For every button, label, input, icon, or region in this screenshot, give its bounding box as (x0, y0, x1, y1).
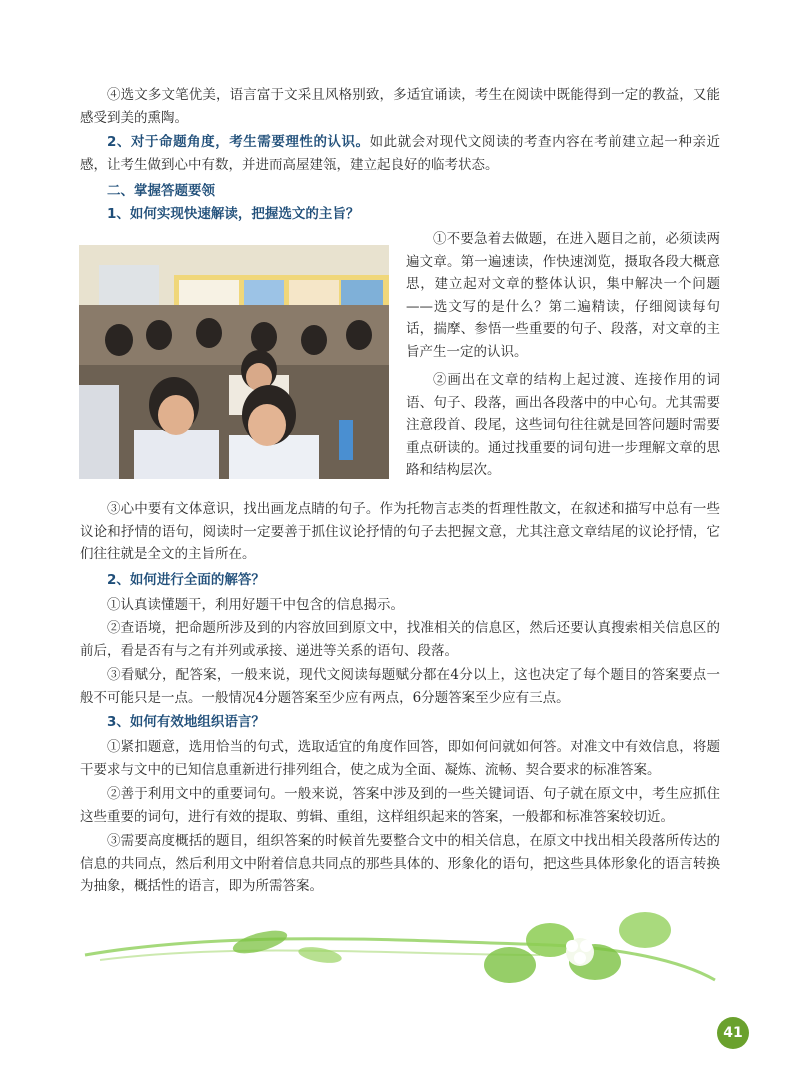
q1-paragraph-2: ②画出在文章的结构上起过渡、连接作用的词语、句子、段落，画出各段落中的中心句。尤其需要注意段首、段尾，这些词句往往就是回答问题时需要重点研读的。通过找重要的词句进一步理解文章的思路和结构层次。 (406, 372, 720, 479)
paragraph-2 (80, 131, 720, 176)
paragraph-2-lead: 2、对于命题角度，考生需要理性的认识。 (107, 134, 370, 150)
q3-paragraph-3: ③需要高度概括的题目，组织答案的时候首先要整合文中的相关信息，在原文中找出相关段落所传达的信息的共同点，然后利用文中附着信息共同点的那些具体的、形象化的语句，把这些具体形象化的语言转换为抽象，概括性的语言，即为所需答案。 (80, 833, 720, 895)
question-heading-1: 1、如何实现快速解读，把握选文的主旨？ (107, 206, 360, 222)
page-number: 41 (717, 1017, 749, 1049)
q3-paragraph-2: ②善于利用文中的重要词句。一般来说，答案中涉及到的一些关键词语、句子就在原文中，考生应抓住这些重要的词句，进行有效的提取、剪辑、重组，这样组织起来的答案，一般都和标准答案较切近。 (80, 786, 720, 825)
classroom-photo-image (79, 245, 389, 479)
q2-paragraph-3: ③看赋分，配答案，一般来说，现代文阅读每题赋分都在4分以上，这也决定了每个题目的答案要点一般不可能只是一点。一般情况4分题答案至少应有两点，6分题答案至少应有三点。 (80, 667, 720, 706)
paragraph-2-text: 如此就会对现代文阅读的考查内容在考前建立起一种亲近感，让考生做到心中有数，并进而高屋建瓴，建立起良好的临考状态。 (80, 134, 720, 173)
question-heading-3: 3、如何有效地组织语言？ (107, 714, 265, 730)
q2-paragraph-2: ②查语境，把命题所涉及到的内容放回到原文中，找准相关的信息区，然后还要认真搜索相关信息区的前后，看是否有与之有并列或承接、递进等关系的语句、段落。 (80, 620, 720, 659)
section-heading-2: 二、掌握答题要领 (107, 183, 215, 199)
q1-paragraph-1: ①不要急着去做题，在进入题目之前，必须读两遍文章。第一遍速读，作快速浏览，摄取各段大概意思，建立起对文章的整体认识，集中解决一个问题——选文写的是什么？第二遍精读，仔细阅读每句话，揣摩、参悟一些重要的句子、段落，对文章的主旨产生一定的认识。 (406, 231, 720, 360)
q2-paragraph-1: ①认真读懂题干，利用好题干中包含的信息揭示。 (107, 597, 404, 613)
paragraph-1: ④选文多文笔优美，语言富于文采且风格别致，多适宜诵读，考生在阅读中既能得到一定的教益，又能感受到美的熏陶。 (80, 87, 720, 126)
question-heading-2: 2、如何进行全面的解答？ (107, 572, 265, 588)
q3-paragraph-1: ①紧扣题意，选用恰当的句式，选取适宜的角度作回答，即如何问就如何答。对准文中有效信息，将题干要求与文中的已知信息重新进行排列组合，使之成为全面、凝炼、流畅、契合要求的标准答案。 (80, 739, 720, 778)
clover-vine-decoration (80, 900, 720, 1000)
q1-paragraph-3: ③心中要有文体意识，找出画龙点睛的句子。作为托物言志类的哲理性散文，在叙述和描写中总有一些议论和抒情的语句，阅读时一定要善于抓住议论抒情的句子去把握文意，尤其注意文章结尾的议论抒情，它们往往就是全文的主旨所在。 (80, 501, 720, 563)
classroom-photo (79, 245, 389, 479)
